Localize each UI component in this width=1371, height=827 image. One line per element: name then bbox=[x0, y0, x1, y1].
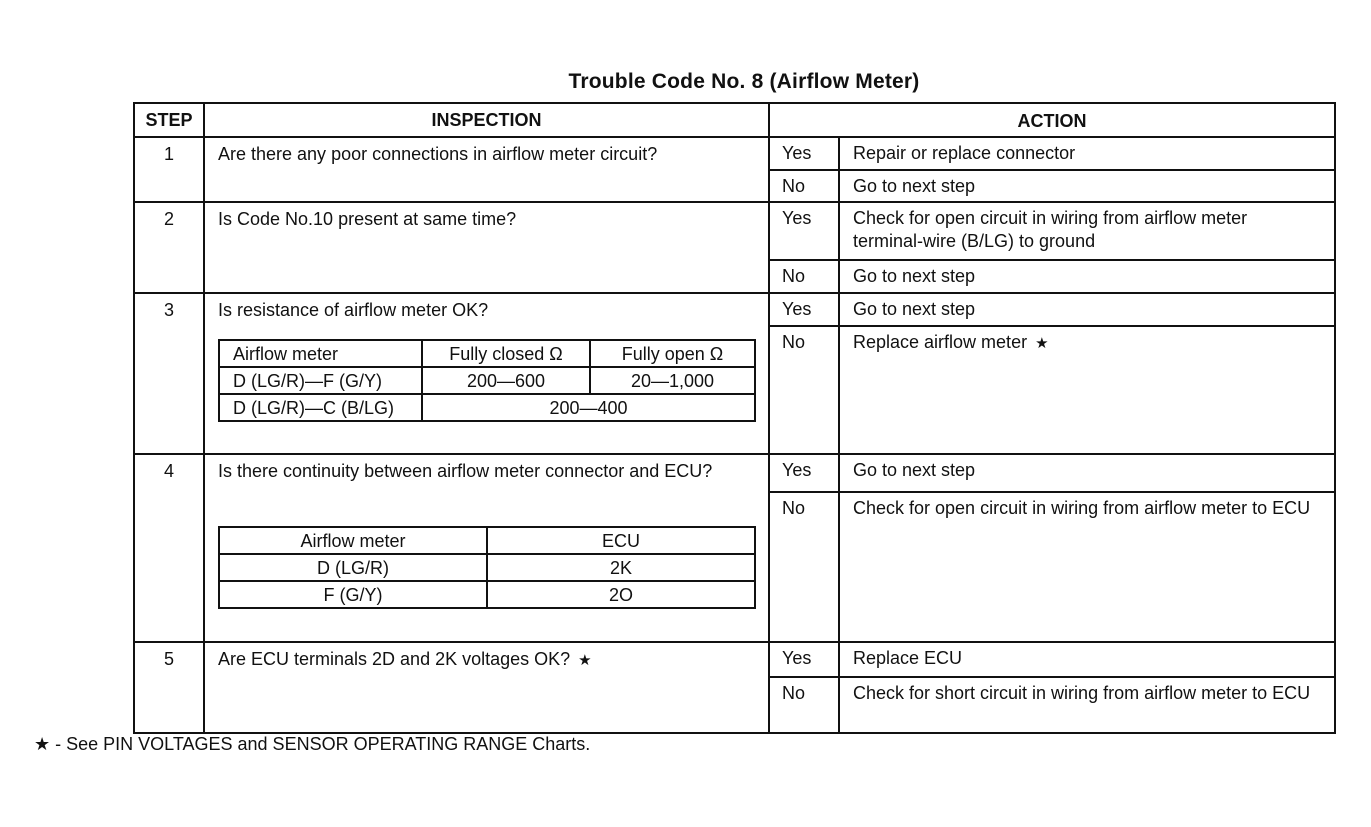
inspection-text: Is resistance of airflow meter OK? bbox=[218, 300, 489, 320]
no-label: No bbox=[770, 171, 840, 203]
subtable-cell: 200—400 bbox=[422, 394, 755, 421]
subtable-cell: D (LG/R) bbox=[219, 554, 487, 581]
subtable-cell: F (G/Y) bbox=[219, 581, 487, 608]
yes-label: Yes bbox=[770, 138, 840, 171]
yes-action: Go to next step bbox=[840, 294, 1336, 327]
inspection-text: Is Code No.10 present at same time? bbox=[205, 203, 770, 294]
yes-label: Yes bbox=[770, 294, 840, 327]
no-action-cell bbox=[840, 327, 1336, 455]
star-icon: ★ bbox=[578, 652, 592, 669]
no-label: No bbox=[770, 261, 840, 294]
no-action: Go to next step bbox=[840, 261, 1336, 294]
subtable-header: Airflow meter bbox=[219, 340, 422, 367]
yes-action: Go to next step bbox=[840, 455, 1336, 493]
subtable-header: Fully closed Ω bbox=[422, 340, 590, 367]
step-number: 4 bbox=[135, 455, 205, 643]
inspection-text: Are there any poor connections in airflow meter circuit? bbox=[205, 138, 770, 203]
no-label: No bbox=[770, 678, 840, 734]
subtable-header: Airflow meter bbox=[219, 527, 487, 554]
header-inspection: INSPECTION bbox=[205, 104, 770, 138]
yes-label: Yes bbox=[770, 455, 840, 493]
inspection-cell bbox=[205, 455, 770, 643]
header-action: ACTION bbox=[770, 104, 1336, 138]
yes-action: Replace ECU bbox=[840, 643, 1336, 678]
yes-label: Yes bbox=[770, 203, 840, 261]
step-number: 1 bbox=[135, 138, 205, 203]
header-step: STEP bbox=[135, 104, 205, 138]
subtable-cell: D (LG/R)—C (B/LG) bbox=[219, 394, 422, 421]
inspection-cell bbox=[205, 294, 770, 455]
step-number: 2 bbox=[135, 203, 205, 294]
no-action: Replace airflow meter bbox=[853, 332, 1028, 352]
trouble-code-table bbox=[133, 102, 1336, 734]
star-icon: ★ bbox=[1035, 335, 1049, 352]
subtable-cell: D (LG/R)—F (G/Y) bbox=[219, 367, 422, 394]
no-action: Go to next step bbox=[840, 171, 1336, 203]
resistance-table bbox=[218, 339, 756, 422]
footnote: ★ - See PIN VOLTAGES and SENSOR OPERATING RANGE Charts. bbox=[34, 734, 591, 754]
subtable-cell: 2O bbox=[487, 581, 755, 608]
step-number: 3 bbox=[135, 294, 205, 455]
no-action: Check for open circuit in wiring from airflow meter to ECU bbox=[840, 493, 1336, 643]
continuity-table bbox=[218, 526, 756, 609]
yes-action: Repair or replace connector bbox=[840, 138, 1336, 171]
subtable-header: ECU bbox=[487, 527, 755, 554]
step-number: 5 bbox=[135, 643, 205, 734]
page-title: Trouble Code No. 8 (Airflow Meter) bbox=[568, 70, 920, 93]
no-action: Check for short circuit in wiring from airflow meter to ECU bbox=[840, 678, 1336, 734]
inspection-cell bbox=[205, 643, 770, 734]
yes-label: Yes bbox=[770, 643, 840, 678]
yes-action: Check for open circuit in wiring from airflow meter terminal-wire (B/LG) to ground bbox=[840, 203, 1336, 261]
no-label: No bbox=[770, 327, 840, 455]
subtable-cell: 20—1,000 bbox=[590, 367, 755, 394]
inspection-text: Are ECU terminals 2D and 2K voltages OK? bbox=[218, 649, 571, 669]
subtable-cell: 2K bbox=[487, 554, 755, 581]
subtable-cell: 200—600 bbox=[422, 367, 590, 394]
no-label: No bbox=[770, 493, 840, 643]
inspection-text: Is there continuity between airflow meter connector and ECU? bbox=[218, 461, 713, 481]
subtable-header: Fully open Ω bbox=[590, 340, 755, 367]
